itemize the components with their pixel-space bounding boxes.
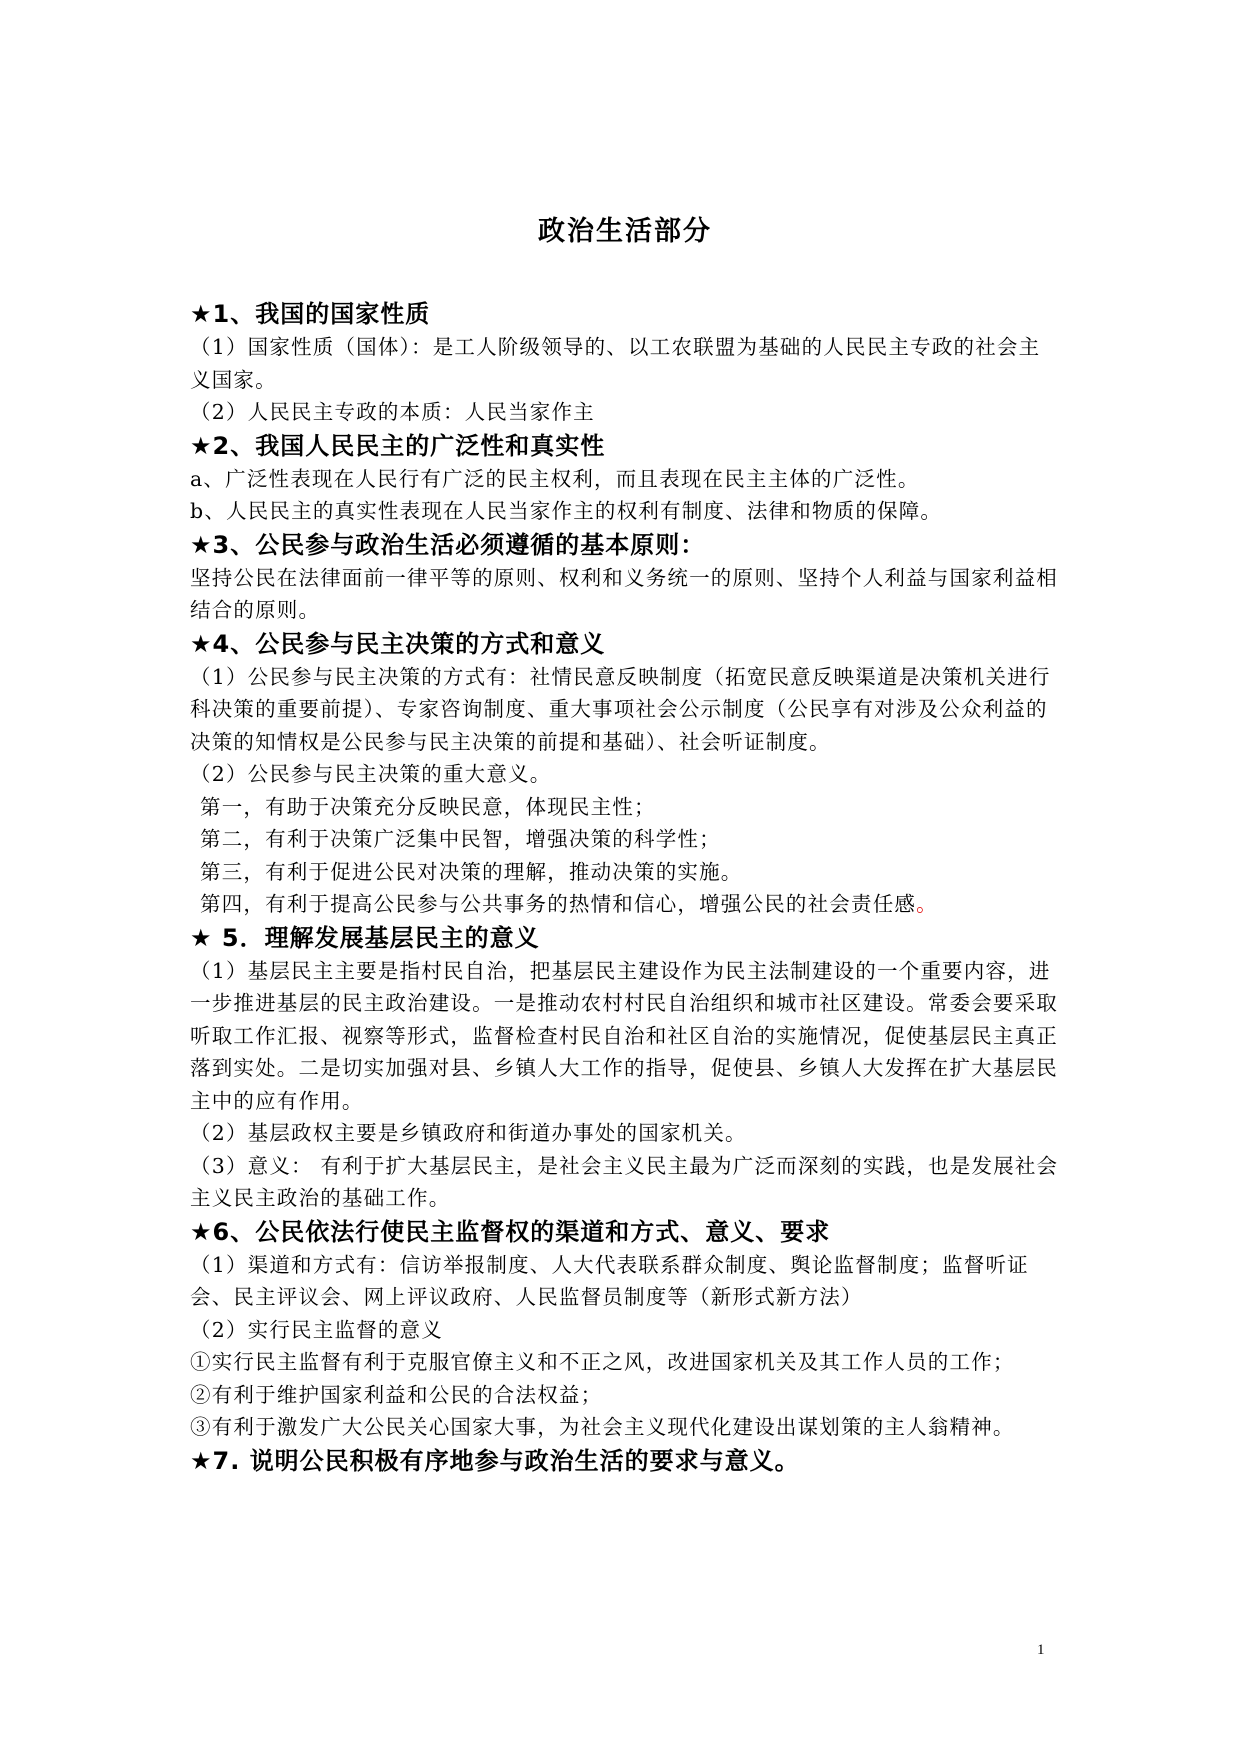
paragraph: 第二，有利于决策广泛集中民智，增强决策的科学性；	[200, 827, 721, 851]
paragraph: b、人民民主的真实性表现在人民当家作主的权利有制度、法律和物质的保障。	[190, 499, 943, 523]
paragraph: a、广泛性表现在人民行有广泛的民主权利，而且表现在民主主体的广泛性。	[190, 466, 920, 491]
paragraph: （1）渠道和方式有：信访举报制度、人大代表联系群众制度、舆论监督制度；监督听证会、民主评议会、网上评议政府、人民监督员制度等（新形式新方法）	[190, 1252, 1029, 1309]
paragraph: （3）意义： 有利于扩大基层民主，是社会主义民主最为广泛而深刻的实践，也是发展社会主义民主政治的基础工作。	[190, 1153, 1059, 1210]
paragraph: （1）基层民主主要是指村民自治，把基层民主建设作为民主法制建设的一个重要内容，进一步推进基层的民主政治建设。一是推动农村村民自治组织和城市社区建设。常委会要采取听取工作汇报、视察等形式，监督检查村民自治和社区自治的实施情况，促使基层民主真正落到实处。二是切实加强对县、乡镇人大工作的指导，促使县、乡镇人大发挥在扩大基层民主中的应有作用。	[190, 958, 1058, 1113]
paragraph: ②有利于维护国家利益和公民的合法权益；	[190, 1382, 603, 1407]
paragraph: （2）人民民主专政的本质：人民当家作主	[190, 400, 595, 424]
section-heading: ★2、我国人民民主的广泛性和真实性	[190, 431, 606, 460]
section-heading: ★4、公民参与民主决策的方式和意义	[190, 629, 606, 658]
section-heading: ★ 5．理解发展基层民主的意义	[190, 923, 540, 952]
paragraph: ①实行民主监督有利于克服官僚主义和不正之风，改进国家机关及其工作人员的工作；	[190, 1350, 1015, 1374]
section-heading: ★3、公民参与政治生活必须遵循的基本原则：	[190, 530, 706, 559]
section-2	[190, 429, 1060, 528]
section-1	[190, 297, 1060, 429]
section-6	[190, 1215, 1060, 1444]
paragraph: 坚持公民在法律面前一律平等的原则、权利和义务统一的原则、坚持个人利益与国家利益相结合的原则。	[190, 565, 1058, 622]
section-4	[190, 627, 1060, 921]
section-heading: ★6、公民依法行使民主监督权的渠道和方式、意义、要求	[190, 1217, 831, 1246]
paragraph-text: 第四，有利于提高公民参与公共事务的热情和信心，增强公民的社会责任感	[200, 892, 917, 916]
paragraph: ③有利于激发广大公民关心国家大事，为社会主义现代化建设出谋划策的主人翁精神。	[190, 1415, 1015, 1439]
paragraph: （1）公民参与民主决策的方式有：社情民意反映制度（拓宽民意反映渠道是决策机关进行科决策的重要前提）、专家咨询制度、重大事项社会公示制度（公民享有对涉及公众利益的决策的知情权是公民参与民主决策的前提和基础）、社会听证制度。	[190, 664, 1051, 754]
page-number: 1	[1037, 1642, 1045, 1658]
section-heading: ★1、我国的国家性质	[190, 300, 431, 328]
section-heading: ★7. 说明公民积极有序地参与政治生活的要求与意义。	[190, 1446, 800, 1475]
red-period-mark: 。	[916, 892, 938, 916]
paragraph: 第一，有助于决策充分反映民意，体现民主性；	[200, 794, 656, 819]
section-5	[190, 921, 1060, 1215]
paragraph: 第三，有利于促进公民对决策的理解，推动决策的实施。	[200, 859, 743, 884]
document-content	[190, 212, 1060, 1478]
paragraph: （2）实行民主监督的意义	[190, 1317, 443, 1342]
paragraph-with-red-mark	[190, 888, 1060, 921]
paragraph: （2）公民参与民主决策的重大意义。	[190, 762, 552, 786]
section-3	[190, 528, 1060, 627]
section-7	[190, 1444, 1060, 1478]
paragraph: （1）国家性质（国体）：是工人阶级领导的、以工农联盟为基础的人民民主专政的社会主义国家。	[190, 335, 1041, 392]
paragraph: （2）基层政权主要是乡镇政府和街道办事处的国家机关。	[190, 1121, 747, 1145]
page-title: 政治生活部分	[538, 216, 712, 247]
